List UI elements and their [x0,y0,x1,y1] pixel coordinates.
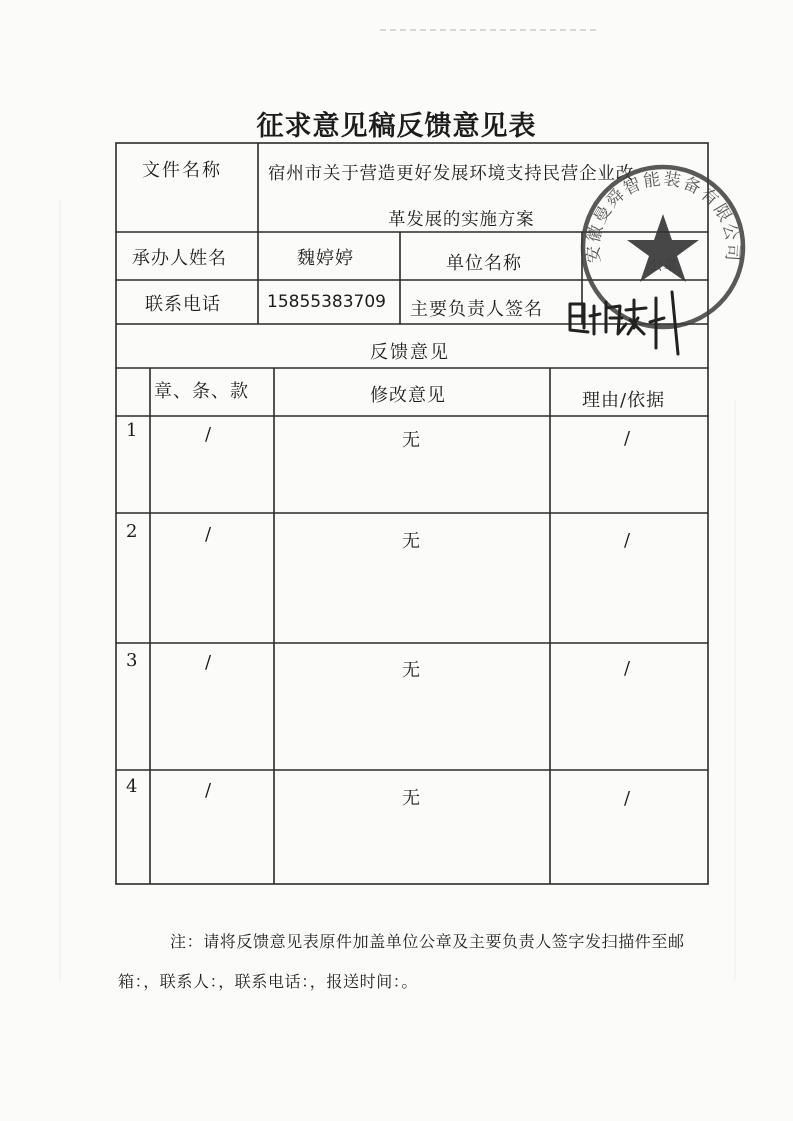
leader-sign-label: 主要负责人签名 [410,299,543,320]
row-reason: / [624,788,631,809]
row-number: 3 [126,650,138,671]
row-chapter: / [205,652,212,673]
submission-note: 注：请将反馈意见表原件加盖单位公章及主要负责人签字发扫描件至邮箱：，联系人：，联系电话：，报送时间：。 [118,932,685,991]
row-number: 2 [126,521,138,542]
handler-name: 魏婷婷 [297,248,354,269]
row-opinion: 无 [402,660,420,681]
column-opinion: 修改意见 [370,385,446,406]
row-number: 1 [126,420,138,441]
row-reason: / [624,658,631,679]
file-name-line2: 革发展的实施方案 [388,210,535,230]
file-name-label: 文件名称 [142,160,222,181]
unit-label: 单位名称 [446,253,522,274]
row-chapter: / [205,424,212,445]
seal-center-text: 公章 [649,258,677,274]
column-chapter: 章、条、款 [154,381,249,402]
row-chapter: / [205,524,212,545]
row-reason: / [624,428,631,449]
leader-signature [560,288,690,360]
column-reason: 理由/依据 [582,390,666,411]
file-name-line1: 宿州市关于营造更好发展环境支持民营企业改 [268,164,634,184]
row-opinion: 无 [402,430,420,451]
row-opinion: 无 [402,788,420,809]
row-chapter: / [205,780,212,801]
row-reason: / [624,530,631,551]
phone-number: 15855383709 [267,292,386,312]
feedback-section-header: 反馈意见 [370,342,450,363]
row-number: 4 [126,776,138,797]
form-title: 征求意见稿反馈意见表 [256,111,537,142]
seal-ring-text: 安徽曼舜智能装备有限公司 [583,169,743,264]
phone-label: 联系电话 [145,294,221,315]
handler-label: 承办人姓名 [132,248,227,269]
row-opinion: 无 [402,531,420,552]
